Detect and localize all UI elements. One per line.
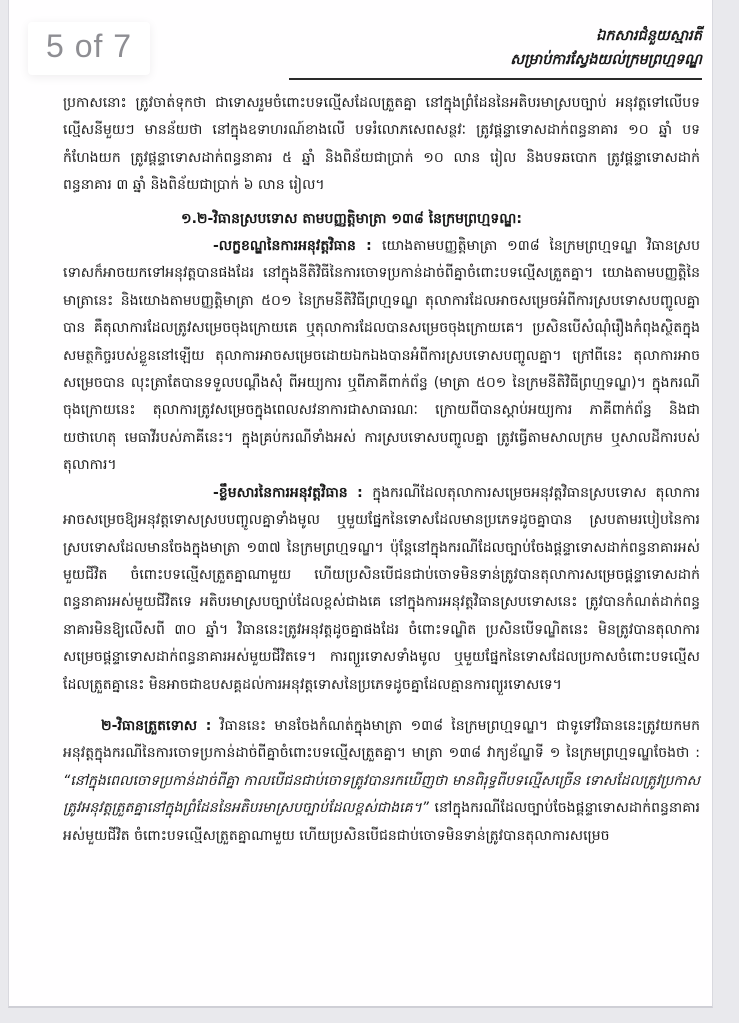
paragraph-overlapping-rule-text-after-quote: នៅក្នុងករណីដែលច្បាប់ចែងផ្តន្ទាទោសដាក់ពន្ធនាគារអស់មួយជីវិត ចំពោះបទល្មើសត្រួតគ្នាណាមួយ ហើយប្រសិនបើជនជាប់ចោទមិនទាន់ត្រូវបានតុលាការសម្រេច [63,800,700,844]
paragraph-continuation: ប្រកាសនោះ ត្រូវចាត់ទុកថា ជាទោសរួមចំពោះបទល្មើសដែលត្រួតគ្នា នៅក្នុងព្រំដែននៃអតិបរមាស្របច្បាប់ អនុវត្តទៅលើបទល្មើសនីមួយៗ មានន័យថា នៅក្នុងឧទាហរណ៍ខាងលើ បទរំលោភសេពសន្ថវៈ ត្រូវផ្តន្ទាទោសដាក់ពន្ធនាគារ ១០ ឆ្នាំ បទកំហែងយក ត្រូវផ្តន្ទាទោសដាក់ពន្ធនាគារ ៥ ឆ្នាំ និងពិន័យជាប្រាក់ ១០ លាន រៀល និងបទឆបោក ត្រូវផ្តន្ទាទោសដាក់ពន្ធនាគារ ៣ ឆ្នាំ និងពិន័យជាប្រាក់ ៦ លាន រៀល។ [63,95,700,194]
paragraph-overlapping-rule-quote: “នៅក្នុងពេលចោទប្រកាន់ដាច់ពីគ្នា កាលបើជនជាប់ចោទត្រូវបានរកឃើញថា មានពិរុទ្ធពីបទល្មើសច្រើន ទោសដែលត្រូវប្រកាស ត្រូវអនុវត្តត្រួតគ្នានៅក្នុងព្រំដែននៃអតិបរមាស្របច្បាប់ដែលខ្ពស់ជាងគេ។” [63,772,700,817]
paragraph-overlapping-rule-text-before-quote: វិធាននេះ មានចែងកំណត់ក្នុងមាត្រា ១៣៨ នៃក្រមព្រហ្មទណ្ឌ។ ជាទូទៅវិធាននេះត្រូវយកមកអនុវត្តក្នុងករណីនៃការចោទប្រកាន់ដាច់ពីគ្នាចំពោះបទល្មើសត្រួតគ្នា។ មាត្រា ១៣៨ វាក្យខ័ណ្ឌទី ១ នៃក្រមព្រហ្មទណ្ឌចែងថា : [63,717,700,762]
paragraph-conditions-lead: -លក្ខខណ្ឌនៃការអនុវត្តវិធាន : [213,238,383,255]
paragraph-conditions [63,233,700,480]
header-line-1: ឯកសារជំនួយស្មារតី [596,28,702,44]
paragraph-conditions-text: យោងតាមបញ្ញត្តិមាត្រា ១៣៨ នៃក្រមព្រហ្មទណ្ឌ វិធានស្របទោសក៏អាចយកទៅអនុវត្តបានផងដែរ នៅក្នុងនីតិវិធីនៃការចោទប្រកាន់ដាច់ពីគ្នាចំពោះបទល្មើសត្រួតគ្នា។ យោងតាមបញ្ញត្តិនៃមាត្រានេះ និងយោងតាមបញ្ញត្តិមាត្រា ៥០១ នៃក្រមនីតិវិធីព្រហ្មទណ្ឌ តុលាការដែលអាចសម្រេចអំពីការស្របទោសបញ្ចូលគ្នាបាន គឺតុលាការដែលត្រូវសម្រេចចុងក្រោយគេ ឬតុលាការដែលបានសម្រេចចុងក្រោយគេ។ ប្រសិនបើសំណុំរឿងកំពុងស្ថិតក្នុងសមត្ថកិច្ចរបស់ខ្លួននៅឡើយ តុលាការអាចសម្រេចដោយឯកឯងបានអំពីការស្របទោសបញ្ចូលគ្នា។ ក្រៅពីនេះ តុលាការអាចសម្រេចបាន លុះត្រាតែបានទទួលបណ្តឹងសុំ ពីអយ្យការ ឬពីភាគីពាក់ព័ន្ធ (មាត្រា ៥០១ នៃក្រមនីតិវិធីព្រហ្មទណ្ឌ)។ ក្នុងករណីចុងក្រោយនេះ តុលាការត្រូវសម្រេចក្នុងពេលសវនាការជាសាធារណៈ ក្រោយពីបានស្តាប់អយ្យការ ភាគីពាក់ព័ន្ធ និងជាយថាហេតុ មេធាវីរបស់ភាគីនេះ។ ក្នុងគ្រប់ករណីទាំងអស់ ការស្របទោសបញ្ចូលគ្នា ត្រូវធ្វើតាមសាលក្រម ឬសាលដីការបស់តុលាការ។ [63,238,700,474]
paragraph-overlapping-rule-lead: ២-វិធានត្រួតទោស : [101,717,221,734]
header-line-2: សម្រាប់ការស្វែងយល់ក្រមព្រហ្មទណ្ឌ [510,52,702,68]
document-page [8,0,713,1008]
paragraph-substance-text: ក្នុងករណីដែលតុលាការសម្រេចអនុវត្តវិធានស្របទោស តុលាការអាចសម្រេចឱ្យអនុវត្តទោសស្របបញ្ចូលគ្នាទាំងមូល ឬមួយផ្នែកនៃទោសដែលមានប្រភេទដូចគ្នាបាន ស្របតាមរបៀបនៃការស្របទោសដែលមានចែងក្នុងមាត្រា ១៣៧ នៃក្រមព្រហ្មទណ្ឌ។ ប៉ុន្តែនៅក្នុងករណីដែលច្បាប់ចែងផ្តន្ទាទោសដាក់ពន្ធនាគារអស់មួយជីវិត ចំពោះបទល្មើសត្រួតគ្នាណាមួយ ហើយប្រសិនបើជនជាប់ចោទមិនទាន់ត្រូវបានតុលាការសម្រេចផ្តន្ទាទោសដាក់ពន្ធនាគារអស់មួយជីវិតទេ អតិបរមាស្របច្បាប់ដែលខ្ពស់ជាងគេ នៅក្នុងការអនុវត្តវិធានស្របទោសនេះ ត្រូវបានកំណត់ដាក់ពន្ធនាគារមិនឱ្យលើសពី ៣០ ឆ្នាំ។ វិធាននេះត្រូវអនុវត្តដូចគ្នាផងដែរ ចំពោះទណ្ឌិត ប្រសិនបើទណ្ឌិតនេះ មិនត្រូវបានតុលាការសម្រេចផ្តន្ទាទោសដាក់ពន្ធនាគារអស់មួយជីវិតទេ។ ការព្យួរទោសទាំងមូល ឬមួយផ្នែកនៃទោសដែលប្រកាសចំពោះបទល្មើសដែលត្រួតគ្នានេះ មិនអាចជាឧបសគ្គដល់ការអនុវត្តទោសនៃប្រភេទដូចគ្នាដែលគ្មានការព្យួរទោសទេ។ [63,484,700,693]
document-body [9,86,712,1008]
page-indicator: 5 of 7 [28,22,150,75]
paragraph-overlapping-rule [63,713,700,850]
header-divider [289,78,702,80]
section-heading: ១.២-វិធានស្របទោស តាមបញ្ញត្តិមាត្រា ១៣៨ នៃក្រមព្រហ្មទណ្ឌ: [181,210,522,227]
paragraph-substance-lead: -ខ្លឹមសារនៃការអនុវត្តវិធាន : [213,484,373,501]
paragraph-substance [63,480,700,699]
